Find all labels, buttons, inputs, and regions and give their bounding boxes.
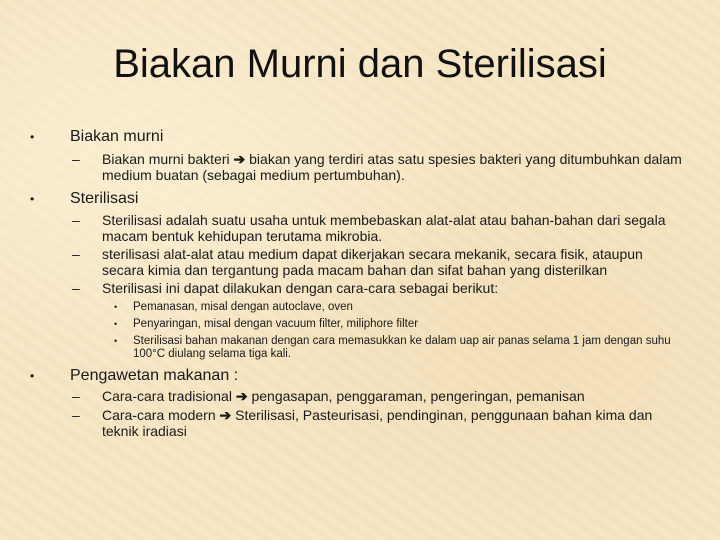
bullet-dot-icon: • <box>114 335 118 346</box>
bullet-label: Biakan murni <box>70 128 164 145</box>
method-item <box>28 301 688 314</box>
method-item <box>28 318 688 331</box>
right-arrow-icon: ➔ <box>233 151 246 167</box>
method-text: Penyaringan, misal dengan vacuum filter, miliphore filter <box>133 317 419 330</box>
text-fragment: Cara-cara modern <box>102 407 216 423</box>
dash-marker: – <box>72 246 80 262</box>
sub-bullet-sterilisasi-methods <box>28 247 688 278</box>
text-fragment: pengasapan, penggaraman, pengeringan, pemanisan <box>251 387 585 404</box>
bullet-dot-icon: • <box>30 192 35 206</box>
slide-content <box>28 122 688 439</box>
bullet-pengawetan <box>28 365 688 387</box>
sub-bullet-cara-tradisional <box>28 389 688 405</box>
bullet-dot-icon: • <box>30 368 35 383</box>
text-fragment: Sterilisasi, Pasteurisasi, pendinginan, penggunaan bahan kima dan teknik iradiasi <box>102 407 653 439</box>
dash-marker: – <box>72 151 80 167</box>
bullet-dot-icon: • <box>30 130 35 144</box>
dash-marker: – <box>72 387 80 404</box>
dash-marker: – <box>72 212 80 228</box>
right-arrow-icon: ➔ <box>235 387 248 404</box>
bullet-label: Sterilisasi <box>70 190 139 207</box>
bullet-dot-icon: • <box>114 318 118 329</box>
text-fragment: Cara-cara tradisional <box>102 387 232 404</box>
text-fragment: Sterilisasi ini dapat dilakukan dengan cara-cara sebagai berikut: <box>102 280 499 296</box>
right-arrow-icon: ➔ <box>219 407 232 423</box>
slide-title: Biakan Murni dan Sterilisasi <box>113 42 607 86</box>
bullet-dot-icon: • <box>114 301 118 312</box>
text-fragment: biakan yang terdiri atas satu spesies bakteri yang ditumbuhkan dalam medium buatan (sebagai medium pertumbuhan). <box>102 151 682 183</box>
sub-bullet-biakan-definition <box>28 152 688 183</box>
sub-bullet-cara-modern <box>28 408 688 439</box>
bullet-biakan-murni <box>28 126 688 148</box>
text-fragment: Sterilisasi adalah suatu usaha untuk membebaskan alat-alat atau bahan-bahan dari segala macam bentuk kehidupan terutama mikrobia. <box>102 212 666 244</box>
method-text: Pemanasan, misal dengan autoclave, oven <box>133 300 353 313</box>
bullet-sterilisasi <box>28 188 688 210</box>
sub-bullet-sterilisasi-ways <box>28 281 688 297</box>
sub-bullet-sterilisasi-definition <box>28 213 688 244</box>
text-fragment: Biakan murni bakteri <box>102 151 230 167</box>
bullet-label: Pengawetan makanan : <box>70 366 239 384</box>
dash-marker: – <box>72 407 80 423</box>
method-item <box>28 335 688 361</box>
method-text: Sterilisasi bahan makanan dengan cara memasukkan ke dalam uap air panas selama 1 jam dengan suhu 100°C diulang selama tiga kali. <box>133 334 671 360</box>
text-fragment: sterilisasi alat-alat atau medium dapat dikerjakan secara mekanik, secara fisik, ataupun secara kimia dan tergantung pada macam bahan dan sifat bahan yang disterilkan <box>102 246 643 278</box>
dash-marker: – <box>72 280 80 296</box>
